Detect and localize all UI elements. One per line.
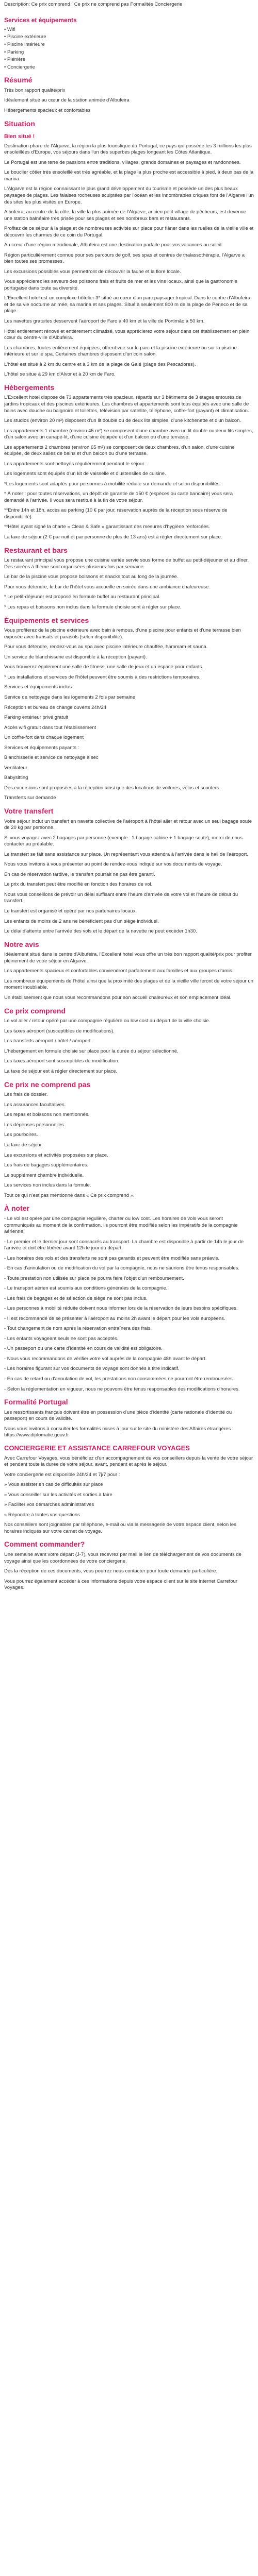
paragraph: - Tout changement de nom après la réservation entraînera des frais. xyxy=(4,1326,152,1332)
paragraph: - Le vol est opéré par une compagnie régulière, charter ou low cost. Les horaires de vols vous seront communiqués au moment de la confirmation, ils pourront être modifiés selon les impératifs de la compagnie aérienne. xyxy=(4,1215,238,1235)
notre-avis-title: Notre avis xyxy=(4,940,39,948)
conciergerie-title: CONCIERGERIE ET ASSISTANCE CARREFOUR VOYAGES xyxy=(4,1444,190,1452)
paragraph: Idéalement situé dans le centre d'Albufeira, l'Excellent hotel vous offre un très bon rapport qualité/prix pour profiter pleinement de votre séjour en Algarve. xyxy=(4,952,252,964)
paragraph: Nos conseillers sont joignables par téléphone, e-mail ou via la messagerie de votre espace client, selon les horaires indiqués sur votre carnet de voyage. xyxy=(4,1522,236,1534)
paragraph: Vous trouverez également une salle de fitness, une salle de jeux et un espace pour enfants. xyxy=(4,664,204,670)
transfert-title: Votre transfert xyxy=(4,806,54,815)
paragraph: Les transferts aéroport / hôtel / aéroport. xyxy=(4,1038,92,1044)
paragraph: Idéalement situé au cœur de la station animée d'Albufeira xyxy=(4,97,130,104)
paragraph: - Les frais de bagages et de sélection de siège ne sont pas inclus. xyxy=(4,1295,148,1301)
paragraph: **Entre 14h et 18h, accès au parking (10 € par jour, réservation auprès de la réception sous réserve de disponibilité). xyxy=(4,507,228,520)
paragraph: » Vous conseiller sur les activités et sorties à faire xyxy=(4,1492,112,1498)
paragraph: Les appartements sont nettoyés régulièrement pendant le séjour. xyxy=(4,461,146,467)
paragraph: Les frais de bagages supplémentaires. xyxy=(4,1162,89,1168)
paragraph: Blanchisserie et service de nettoyage à sec xyxy=(4,755,99,761)
intro-text: Description: Ce prix comprend : Ce prix ne comprend pas Formalités Conciergerie xyxy=(4,2,183,7)
paragraph: Le supplément chambre individuelle. xyxy=(4,1172,84,1178)
paragraph: L'Excellent hotel dispose de 73 appartements très spacieux, répartis sur 3 bâtiments de 3 étages entourés de jardins tropicaux et des piscines extérieures. Les chambres et appartements sont tous équipés avec une salle de bains avec douche ou baignoire et toilettes, télévision par satellite, téléphone, coffre-fort (payant) et climatisation. xyxy=(4,395,249,414)
paragraph: Les dépenses personnelles. xyxy=(4,1122,66,1128)
paragraph: Les enfants de moins de 2 ans ne bénéficient pas d'un siège individuel. xyxy=(4,918,159,924)
services-list xyxy=(4,27,254,71)
paragraph: - Les enfants voyageant seuls ne sont pas acceptés. xyxy=(4,1335,119,1342)
paragraph: - En cas d'annulation ou de modification du vol par la compagnie, nous ne saurions être tenus responsables. xyxy=(4,1265,239,1272)
list-item: • Parking xyxy=(4,49,254,56)
paragraph: Le transfert se fait sans assistance sur place. Un représentant vous attendra à l'arrivée dans le hall de l'aéroport. xyxy=(4,851,249,857)
list-item: • Piscine extérieure xyxy=(4,34,254,41)
avion-title: À noter xyxy=(4,1204,29,1213)
paragraph: Service de nettoyage dans les logements 2 fois par semaine xyxy=(4,694,136,701)
paragraph: Nous vous invitons à consulter les formalités mises à jour sur le site du ministère des Affaires étrangères : https://www.diplomatie.gouv.fr xyxy=(4,1426,234,1438)
subheading: Services et équipements inclus : xyxy=(4,684,75,690)
paragraph: Les studios (environ 20 m²) disposent d'un lit double ou de deux lits simples, d'une kitchenette et d'un balcon. xyxy=(4,418,241,424)
paragraph: Les services non inclus dans la formule. xyxy=(4,1182,91,1189)
paragraph: - Les personnes à mobilité réduite doivent nous informer lors de la réservation de leurs besoins spécifiques. xyxy=(4,1306,238,1312)
restaurant-section xyxy=(4,546,254,611)
hebergements-title: Hébergements xyxy=(4,383,55,392)
paragraph: Réception et bureau de change ouverts 24h/24 xyxy=(4,704,107,710)
situation-heading: Bien situé ! xyxy=(4,133,35,140)
paragraph: Le restaurant principal vous propose une cuisine variée servie sous forme de buffet au petit-déjeuner et au dîner. Des soirées à thème sont organisées plusieurs fois par semaine. xyxy=(4,557,249,570)
paragraph: Pour vous détendre, le bar de l'hôtel vous accueille en soirée dans une ambiance chaleureuse. xyxy=(4,584,210,590)
paragraph: Un coffre-fort dans chaque logement xyxy=(4,735,84,741)
paragraph: Tout ce qui n'est pas mentionné dans « Ce prix comprend ». xyxy=(4,1192,135,1198)
paragraph: Le bar de la piscine vous propose boissons et snacks tout au long de la journée. xyxy=(4,574,179,580)
paragraph: * À noter : pour toutes réservations, un dépôt de garantie de 150 € (espèces ou carte bancaire) vous sera demandé à l'arrivée. Il vous sera restitué à la fin de votre séjour. xyxy=(4,491,233,503)
paragraph: **Hôtel ayant signé la charte « Clean & Safe » garantissant des mesures d'hygiène renforcées. xyxy=(4,524,210,530)
paragraph: Parking extérieur privé gratuit xyxy=(4,715,69,721)
resume-section xyxy=(4,76,254,114)
commander-title: Comment commander? xyxy=(4,1540,85,1549)
paragraph: Les appartements spacieux et confortables conviendront parfaitement aux familles et aux groupes d'amis. xyxy=(4,968,234,974)
paragraph: L'hôtel se situe à 29 km d'Alvor et à 20 km de Faro. xyxy=(4,371,116,378)
paragraph: Région particulièrement connue pour ses parcours de golf, ses spas et centres de thalassothérapie, l'Algarve a bien toutes ses promesses. xyxy=(4,252,245,265)
paragraph: - Un passeport ou une carte d'identité en cours de validité est obligatoire. xyxy=(4,1346,163,1352)
paragraph: Votre conciergerie est disponible 24h/24 et 7j/7 pour : xyxy=(4,1471,120,1478)
paragraph: Le vol aller / retour opéré par une compagnie régulière ou low cost au départ de la ville choisie. xyxy=(4,1018,211,1024)
services-section xyxy=(4,16,254,71)
paragraph: Accès wifi gratuit dans tout l'établissement xyxy=(4,724,96,731)
paragraph: Un établissement que nous vous recommandons pour son accueil chaleureux et son emplacement idéal. xyxy=(4,995,232,1001)
paragraph: * Le petit-déjeuner est proposé en formule buffet au restaurant principal. xyxy=(4,594,160,600)
paragraph: La taxe de séjour (2 € par nuit et par personne de plus de 13 ans) est à régler directement sur place. xyxy=(4,534,222,540)
paragraph: Les navettes gratuites desservent l'aéroport de Faro à 40 km et la ville de Portimão à 50 km. xyxy=(4,318,205,324)
paragraph: Destination phare de l'Algarve, la région la plus touristique du Portugal, ce pays qui possède les 3 millions les plus ensoleillées d'Europe, vos séjours dans l'un des superbes plages longeant les Côtes Atlantique. xyxy=(4,143,252,156)
paragraph: Le bouclier côtier très ensoleillé est très agréable, et la plage la plus proche est accessible à pied, à deux pas de la marina. xyxy=(4,170,254,182)
paragraph: Hébergements spacieux et confortables xyxy=(4,107,91,113)
conciergerie-section xyxy=(4,1444,254,1535)
paragraph: Des excursions sont proposées à la réception ainsi que des locations de voitures, vélos et scooters. xyxy=(4,785,221,791)
paragraph: L'Algarve est la région connaissant le plus grand développement du tourisme et possède un des plus beaux paysages de plages. Les falaises rocheuses sculptées par l'océan et les innombrables criques font de l'Algarve l'un des sites les plus visités en Europe. xyxy=(4,186,254,205)
paragraph: - Toute prestation non utilisée sur place ne pourra faire l'objet d'un remboursement. xyxy=(4,1275,184,1281)
situation-section xyxy=(4,120,254,378)
paragraph: Les logements sont équipés d'un kit de vaisselle et d'ustensiles de cuisine. xyxy=(4,471,166,477)
paragraph: Babysitting xyxy=(4,775,28,781)
paragraph: - Le premier et le dernier jour sont consacrés au transport. La chambre est disponible à partir de 14h le jour de l'arrivée et doit être libérée avant 12h le jour du départ. xyxy=(4,1239,244,1251)
paragraph: Les appartements 2 chambres (environ 65 m²) se composent de deux chambres, d'un salon, d'une cuisine équipée, de deux salles de bains et d'un balcon ou d'une terrasse. xyxy=(4,444,235,457)
equipements-title: Équipements et services xyxy=(4,616,89,624)
paragraph: Les chambres, toutes entièrement équipées, offrent vue sur le parc et la piscine extérieure ou sur la piscine intérieure et sur le spa. Certaines chambres disposent d'un coin salon. xyxy=(4,345,237,358)
services-title: Services et équipements xyxy=(4,16,77,24)
comprend-title: Ce prix comprend xyxy=(4,1006,66,1015)
situation-title: Situation xyxy=(4,119,35,128)
paragraph: - Il est recommandé de se présenter à l'aéroport au moins 2h avant le départ pour les vols européens. xyxy=(4,1315,225,1321)
ne-comprend-title: Ce prix ne comprend pas xyxy=(4,1080,91,1089)
paragraph: Un service de blanchisserie est disponible à la réception (payant). xyxy=(4,654,147,660)
paragraph: Les ressortissants français doivent être en possession d'une pièce d'identité (carte nationale d'identité ou passeport) en cours de validité. xyxy=(4,1409,232,1422)
paragraph: Avec Carrefour Voyages, vous bénéficiez d'un accompagnement de vos conseillers depuis la vente de votre séjour et pendant toute la durée de votre séjour, avant, pendant et après le séjour. xyxy=(4,1455,253,1468)
paragraph: - Selon la réglementation en vigueur, nous ne pouvons être tenus responsables des modifications d'horaires. xyxy=(4,1386,240,1392)
paragraph: En cas de réservation tardive, le transfert pourrait ne pas être garanti. xyxy=(4,871,155,877)
paragraph: La taxe de séjour. xyxy=(4,1142,43,1148)
paragraph: Pour vous détendre, rendez-vous au spa avec piscine intérieure chauffée, hammam et sauna. xyxy=(4,644,208,650)
paragraph: Nous vous invitons à vous présenter au point de rendez-vous indiqué sur vos documents de voyage. xyxy=(4,861,222,868)
paragraph: Vous pourrez également accéder à ces informations depuis votre espace client sur le site internet Carrefour Voyages. xyxy=(4,1578,238,1591)
paragraph: Les taxes aéroport (susceptibles de modifications). xyxy=(4,1028,115,1034)
paragraph: Profitez de ce séjour à la plage et de nombreuses activités sur place pour flâner dans les ruelles de la vieille ville et découvrir les charmes de ce coin du Portugal. xyxy=(4,226,254,238)
paragraph: Le prix du transfert peut être modifié en fonction des horaires de vol. xyxy=(4,882,153,888)
formalites-section xyxy=(4,1398,254,1439)
formalites-title: Formalité Portugal xyxy=(4,1398,68,1406)
paragraph: Les excursions possibles vous permettront de découvrir la faune et la flore locale. xyxy=(4,268,181,275)
paragraph: Si vous voyagez avec 2 bagages par personne (exemple : 1 bagage cabine + 1 bagage soute), merci de nous contacter au préalable. xyxy=(4,835,243,848)
paragraph: L'Excellent hotel est un complexe hôtelier 3* situé au cœur d'un parc paysager tropical. Dans le centre d'Albufeira et de sa vie nocturne animée, sa marina et ses plages. Situé à seulement 800 m de la plage de Peneco et de sa plage. xyxy=(4,295,251,314)
paragraph: Transferts sur demande xyxy=(4,795,56,801)
hebergements-section xyxy=(4,383,254,541)
paragraph: Le transfert est organisé et opéré par nos partenaires locaux. xyxy=(4,908,137,914)
paragraph: L'hôtel est situé à 2 km du centre et à 3 km de la plage de Galé (plage des Pescadores). xyxy=(4,361,196,367)
notre-avis-section xyxy=(4,940,254,1002)
equipements-section xyxy=(4,616,254,802)
transfert-section xyxy=(4,807,254,935)
paragraph: » Répondre à toutes vos questions xyxy=(4,1512,80,1518)
paragraph: Vous profiterez de la piscine extérieure avec bain à remous, d'une piscine pour enfants et d'une terrasse bien exposée avec transats et parasols (selon disponibilité). xyxy=(4,628,241,640)
paragraph: - Nous vous recommandons de vérifier votre vol auprès de la compagnie 48h avant le départ. xyxy=(4,1355,207,1362)
paragraph: Vous apprécierez les saveurs des poissons frais et fruits de mer et les vins locaux, ainsi que la gastronomie portugaise dans toute sa diversité. xyxy=(4,279,238,291)
paragraph: Les nombreux équipements de l'hôtel ainsi que la proximité des plages et de la vieille ville feront de votre séjour un moment inoubliable. xyxy=(4,978,253,991)
comprend-section xyxy=(4,1007,254,1075)
paragraph: Dès la réception de ces documents, vous pourrez nous contacter pour toute demande particulière. xyxy=(4,1568,217,1574)
paragraph: Hôtel entièrement rénové et entièrement climatisé, vous apprécierez votre séjour dans cet établissement en plein cœur du centre-ville d'Albufeira. xyxy=(4,328,250,341)
paragraph: Au cœur d'une région méridionale, Albufeira est une destination parfaite pour vos vacances au soleil. xyxy=(4,242,223,248)
paragraph: Les repas et boissons non mentionnés. xyxy=(4,1112,90,1118)
paragraph: - Les horaires figurant sur vos documents de voyage sont donnés à titre indicatif. xyxy=(4,1366,180,1372)
paragraph: - Les horaires des vols et des transferts ne sont pas garantis et peuvent être modifiés sans préavis. xyxy=(4,1255,220,1261)
paragraph: La taxe de séjour est à régler directement sur place. xyxy=(4,1069,118,1074)
paragraph: Une semaine avant votre départ (J-7), vous recevrez par mail le lien de téléchargement de vos documents de voyage ainsi que les coordonnées de votre conciergerie. xyxy=(4,1552,241,1564)
paragraph: » Faciliter vos démarches administratives xyxy=(4,1502,94,1508)
subheading: Services et équipements payants : xyxy=(4,744,79,751)
paragraph: Les frais de dossier. xyxy=(4,1092,48,1098)
paragraph: Les assurances facultatives. xyxy=(4,1101,66,1108)
paragraph: Très bon rapport qualité/prix xyxy=(4,87,66,93)
paragraph: Les appartements 1 chambre (environ 45 m²) se composent d'une chambre avec un lit double ou deux lits simples, d'un salon avec un canapé-lit, d'une cuisine équipée et d'un balcon ou d'une terrasse. xyxy=(4,428,253,440)
avion-section xyxy=(4,1204,254,1393)
commander-section xyxy=(4,1540,254,1591)
paragraph: Albufeira, au centre de la côte, la ville la plus animée de l'Algarve, ancien petit village de pêcheurs, est devenue une station balnéaire très prisée pour ses plages et ses nombreux bars et restaurants. xyxy=(4,209,247,222)
paragraph: Ventilateur xyxy=(4,765,27,771)
paragraph: Le délai d'attente entre l'arrivée des vols et le départ de la navette ne peut excéder 1h30. xyxy=(4,928,197,935)
list-item: • Piscine intérieure xyxy=(4,42,254,48)
paragraph: * Les installations et services de l'hôtel peuvent être soumis à des restrictions temporaires. xyxy=(4,674,201,680)
paragraph: - En cas de retard ou d'annulation de vol, les prestations non consommées ne pourront être remboursées. xyxy=(4,1376,234,1382)
paragraph: Nous vous conseillons de prévoir un délai suffisant entre l'heure d'arrivée de votre vol et l'heure de début du transfert. xyxy=(4,891,238,904)
paragraph: Les taxes aéroport sont susceptibles de modification. xyxy=(4,1058,120,1064)
paragraph: *Les logements sont adaptés pour personnes à mobilité réduite sur demande et selon disponibilités. xyxy=(4,481,221,487)
paragraph: - Le transport aérien est soumis aux conditions générales de la compagnie. xyxy=(4,1285,168,1292)
paragraph: Les pourboires. xyxy=(4,1132,38,1138)
paragraph: Les excursions et activités proposées sur place. xyxy=(4,1152,108,1158)
paragraph: L'hébergement en formule choisie sur place pour la durée du séjour sélectionné. xyxy=(4,1048,179,1054)
paragraph: » Vous assister en cas de difficultés sur place xyxy=(4,1482,103,1488)
paragraph: Votre séjour inclut un transfert en navette collective de l'aéroport à l'hôtel aller et retour avec un seul bagage soute de 20 kg par personne. xyxy=(4,818,252,831)
restaurant-title: Restaurant et bars xyxy=(4,546,68,554)
list-item: • Conciergerie xyxy=(4,64,254,71)
ne-comprend-section xyxy=(4,1080,254,1199)
paragraph: * Les repas et boissons non inclus dans la formule choisie sont à régler sur place. xyxy=(4,604,182,610)
paragraph: Le Portugal est une terre de passions entre traditions, villages, grands domaines et paysages et randonnées. xyxy=(4,159,241,165)
list-item: • Wifi xyxy=(4,27,254,33)
list-item: • Plénière xyxy=(4,57,254,63)
resume-title: Résumé xyxy=(4,76,33,84)
